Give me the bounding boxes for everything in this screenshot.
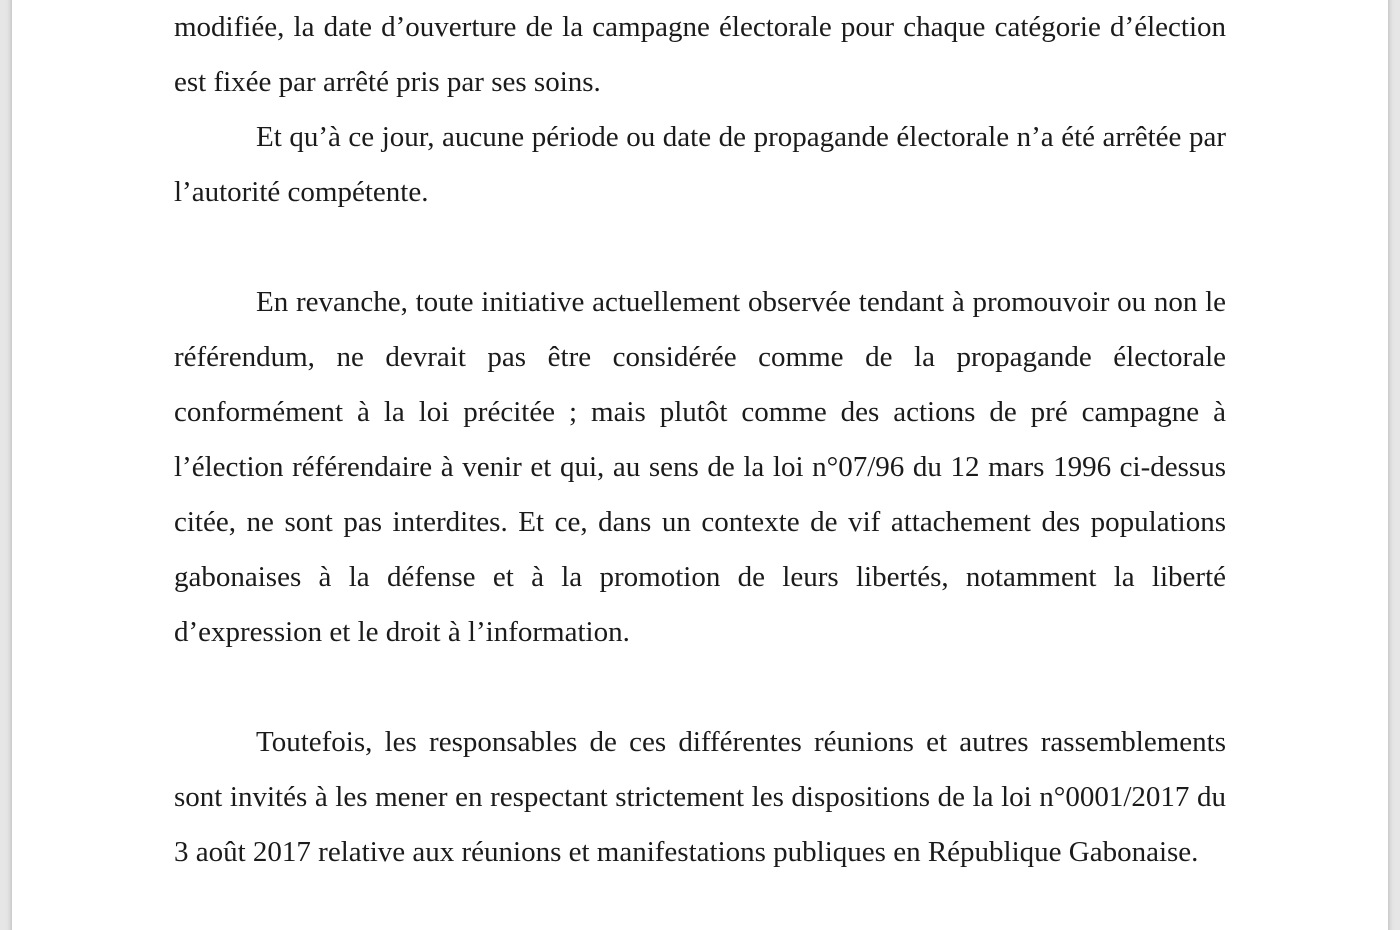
paragraph-no-propaganda-period: Et qu’à ce jour, aucune période ou date de propagande électorale n’a été arrêtée par l’autorité compétente. [174, 121, 1226, 208]
document-page [12, 0, 1388, 930]
paragraph-campaign-date: modifiée, la date d’ouverture de la campagne électorale pour chaque catégorie d’élection est fixée par arrêté pris par ses soins. [174, 11, 1226, 98]
document-body [174, 0, 1226, 880]
paragraph-pre-campaign-actions: En revanche, toute initiative actuellement observée tendant à promouvoir ou non le référendum, ne devrait pas être considérée comme de la propagande électorale conformément à la loi précitée ; mais plutôt comme des actions de pré campagne à l’élection référendaire à venir et qui, au sens de la loi n°07/96 du 12 mars 1996 ci-dessus citée, ne sont pas interdites. Et ce, dans un contexte de vif attachement des populations gabonaises à la défense et à la promotion de leurs libertés, notamment la liberté d’expression et le droit à l’information. [174, 286, 1226, 648]
paragraph-public-meetings-law: Toutefois, les responsables de ces différentes réunions et autres rassemblements sont invités à les mener en respectant strictement les dispositions de la loi n°0001/2017 du 3 août 2017 relative aux réunions et manifestations publiques en République Gabonaise. [174, 726, 1226, 868]
